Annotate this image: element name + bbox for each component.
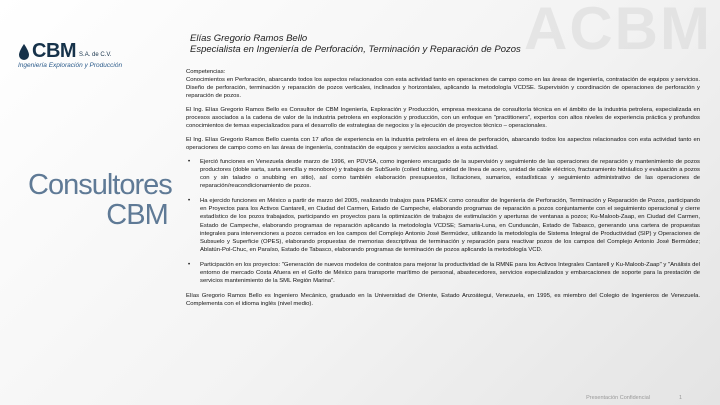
brand-title [28, 170, 172, 231]
profile-header [190, 33, 521, 55]
list-item [186, 158, 700, 190]
bullet-icon: • [188, 198, 191, 205]
page-number: 1 [678, 395, 682, 401]
logo-suffix: S.A. de C.V. [79, 51, 112, 58]
bullet-icon: • [188, 261, 191, 268]
competencias-section [186, 68, 700, 100]
logo-text: CBM [32, 40, 77, 62]
education-paragraph: Elías Gregorio Ramos Bello es Ingeniero Mecánico, graduado en la Universidad de Oriente, Estado Anzoátegui, Venezuela, en 1995, es miembro del Colegio de Ingenieros de Venezuela. Complementa con el idioma inglés (nivel medio). [186, 292, 700, 307]
intro-paragraph: El Ing. Elías Gregorio Ramos Bello es Consultor de CBM Ingeniería, Exploración y Producción, empresa mexicana de consultoría técnica en el ámbito de la industria petrolera, especializada en procesos asociados a la cadena de valor de la industria petrolera en exploración y producción, con un enfoque en "practitioners", expertos con altos niveles de experiencia práctica y profundos conocimientos de temas especializados para el desarrollo de estrategias de negocios y la ejecución de proyectos técnico – operacionales. [186, 107, 700, 130]
company-logo [18, 40, 168, 69]
brand-line-2: CBM [106, 199, 168, 232]
list-item [186, 197, 700, 253]
experience-paragraph: El Ing. Elías Gregorio Ramos Bello cuenta con 17 años de experiencia en la industria petrolera en el área de perforación, abarcando todos los aspectos relacionados con esta actividad tanto en operaciones de campo como en las áreas de ingeniería, contratación de equipos y servicios asociados a esta actividad. [186, 137, 700, 152]
bullet-icon: • [188, 159, 191, 166]
oil-drop-icon [18, 43, 30, 61]
profile-name: Elías Gregorio Ramos Bello [190, 33, 308, 44]
list-item-text: Participación en los proyectos: "Generación de nuevos modelos de contratos para mejorar la productividad de la RMNE para los Activos Integrales Cantarell y Ku-Maloob-Zaap" y "Análisis del entorno de mercado Costa Afuera en el Golfo de México para transporte marítimo de personal, abastecedores, servicios especializados y embarcaciones de soporte para la prestación de servicios mantenimiento de la SML Región Marina". [200, 261, 700, 284]
list-item [186, 261, 700, 285]
cbm-watermark: ACBM [524, 0, 712, 62]
experience-list [186, 158, 700, 284]
competencias-text: Conocimientos en Perforación, abarcando todos los aspectos relacionados con esta actividad tanto en operaciones de campo como en las áreas de ingeniería, contratación de equipos y servicios. Diseño de perforación, terminación y reparación de pozos verticales, inclinados y horizontales, aplicando la metodología VCDSE. Supervisión y coordinación de operaciones de perforación y reparación de pozos. [186, 77, 700, 100]
logo-tagline: Ingeniería Exploración y Producción [18, 62, 123, 69]
profile-title: Especialista en Ingeniería de Perforación, Terminación y Reparación de Pozos [190, 44, 521, 55]
brand-line-1: Consultores [28, 169, 172, 201]
footer-confidential: Presentación Confidencial [586, 395, 650, 401]
list-item-text: Ha ejercido funciones en México a partir de marzo del 2005, realizando trabajos para PEMEX como consultor de Ingeniería de Perforación, Terminación y Reparación de Pozos, participando en Proyectos para los Activos Cantarell, en Ciudad del Carmen, Estado de Campeche, elaborando programas de reparación a pozos conjuntamente con el seguimiento operacional y cierre estadístico de los pozos trabajados, participando en proyectos para la optimización de trabajos de estimulación y aperturas de ventanas a pozos; Ku-Maloob-Zaap, en Ciudad del Carmen, Estado de Campeche, elaborando programas de reparación aplicando la metodología VCDSE; Samaria-Luna, en Cunduacán, Estado de Tabasco, generando una cartera de propuestas integrales para intervenciones a pozos cerrados en los campos del Complejo Antonio José Bermúdez, utilizando la metodología de Sistema Integral de Productividad (SIP) y Operaciones de Subsuelo y Superficie (OPES), elaborando propuestas de memorias descriptivas de terminación y reparación para reactivar pozos de los campos del Complejo Antonio José Bermúdez; Ablatún-Pol-Chuc, en Paraíso, Estado de Tabasco, elaborando programas de terminación de pozos aplicando la metodología VCD. [200, 198, 700, 253]
logo-row [18, 40, 168, 63]
list-item-text: Ejerció funciones en Venezuela desde marzo de 1996, en PDVSA, como ingeniero encargado de la supervisión y seguimiento de las operaciones de reparación y mantenimiento de pozos productores (doble sarta, sarta sencilla y monobore) y trabajos de SubSuelo (coiled tubing, unidad de línea de acero, unidad de cable eléctrico, fracturamiento hidráulico y evaluación a pozos con y sin taladro o snubbing en sitio), así como también elaboración presupuestos, licitaciones, sumarios, estadísticas y seguimiento administrativo de las operaciones de reparación/reacondicionamiento de pozos. [200, 159, 700, 190]
profile-body [186, 68, 700, 314]
competencias-label: Competencias: [186, 69, 226, 75]
